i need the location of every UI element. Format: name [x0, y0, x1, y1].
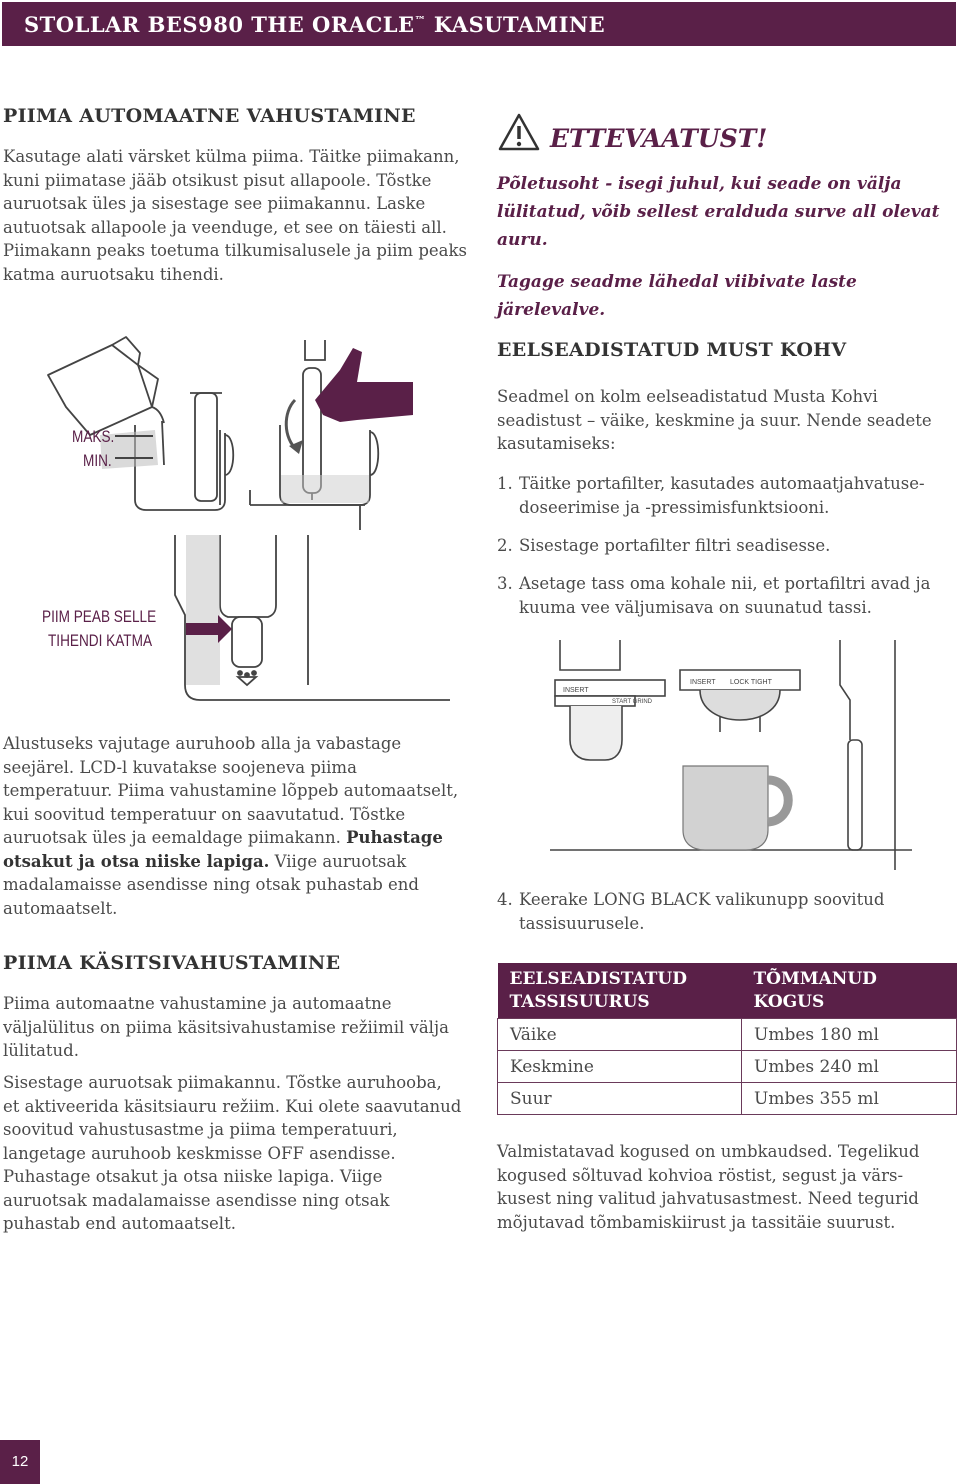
label-min: MIN. [83, 451, 112, 470]
warning-icon [497, 112, 541, 152]
warning-title: ETTEVAATUST! [550, 124, 768, 153]
manual-froth-p2: Sisestage auruotsak piimakannu. Tõstke auruhooba, et aktiveerida käsitsiauru režiim. Kui olete saavutanud soovitud vahustusastme ja piima temperatuuri, langetage auruhoob keskmisse OFF asendisse. Puhastage otsakut ja otsa niiske lapiga. Viige auruotsak madalamaisse asendisse ning otsak puhastab end automaatselt. [3, 1073, 462, 1233]
preset-black-intro: Seadmel on kolm eelseadistatud Musta Kohvi seadistust – väike, keskmine ja suur. Nende seadete kasutamiseks: [497, 387, 932, 453]
header-title: STOLLAR BES980 THE ORACLE™ KASUTAMINE [24, 12, 606, 37]
preset-black-outro: Valmistatavad kogused on umbkaudsed. Tegelikud kogused sõltuvad kohvioa röstist, segust ja värs-kusest ning valitud jahvatusastmest. Need tegurid mõjutavad tõmbamiskiirust ja tassitäie suurust. [497, 1142, 920, 1232]
machine-label-insert-2: INSERT [690, 679, 716, 686]
manual-froth-p1: Piima automaatne vahustamine ja automaatne väljalülitus on piima käsitsivahustamise režiimil välja lülitatud. [3, 994, 449, 1060]
milk-pour-illustration [40, 335, 240, 510]
table-header-size: EELSEADISTATUD TASSISUURUS [498, 963, 742, 1019]
table-header-amount: TÕMMANUD KOGUS [742, 963, 957, 1019]
max-line-marker [115, 434, 153, 464]
auto-froth-after: Alustuseks vajutage auruhoob alla ja vabastage seejärel. LCD-l kuvatakse soojeneva piima temperatuur. Piima vahustamine lõppeb automaatselt, kui soovitud temperatuur on saavutatud. Tõstke auruotsak üles ja eemaldage piimakann. Puhastage otsakut ja otsa niiske lapiga. Viige auruotsak madalamaisse asendisse ning otsak puhastab end automaatselt. [3, 734, 459, 918]
label-seal-line2: TIHENDI KATMA [48, 631, 153, 650]
steam-wand-hand-illustration [245, 330, 420, 530]
page-number: 12 [0, 1440, 40, 1484]
machine-cup-illustration [550, 640, 920, 870]
table-row: Keskmine Umbes 240 ml [498, 1051, 957, 1083]
auto-froth-intro: Kasutage alati värsket külma piima. Täitke piimakann, kuni piimatase jääb otsikust pisut allapoole. Tõstke auruotsak üles ja sisestage see piimakannu. Laske autuotsak allapoole ja veenduge, et see on täiesti all. Piimakann peaks toetuma tilkumisalusele ja piim peaks katma auruotsaku tihendi. [3, 147, 467, 284]
table-row: Väike Umbes 180 ml [498, 1019, 957, 1051]
machine-label-start: START GRIND [612, 699, 653, 705]
cup-size-table [497, 963, 957, 1115]
warning-p2: Tagage seadme lähedal viibivate laste järelevalve. [497, 272, 857, 320]
step-1: 1. Täitke portafilter, kasutades automaatjahvatuse-doseerimise ja -pressimisfunktsiooni. [497, 474, 925, 517]
auto-froth-heading: PIIMA AUTOMAATNE VAHUSTAMINE [3, 105, 416, 127]
warning-p1: Põletusoht - isegi juhul, kui seade on välja lülitatud, võib sellest eralduda surve all olevat auru. [497, 174, 940, 250]
machine-label-insert: INSERT [563, 687, 589, 694]
page-header [2, 2, 956, 46]
step-2: 2. Sisestage portafilter filtri seadisesse. [497, 536, 831, 555]
preset-black-heading: EELSEADISTATUD MUST KOHV [497, 339, 847, 361]
label-max: MAKS. [72, 427, 115, 446]
step-4: 4. Keerake LONG BLACK valikunupp soovitud tassisuurusele. [497, 890, 885, 933]
machine-label-lock: LOCK TIGHT [730, 679, 772, 686]
wand-seal-illustration [150, 535, 450, 715]
step-3: 3. Asetage tass oma kohale nii, et portafiltri avad ja kuuma vee väljumisava on suunatud tassi. [497, 574, 931, 617]
manual-froth-heading: PIIMA KÄSITSIVAHUSTAMINE [3, 952, 341, 974]
table-row: Suur Umbes 355 ml [498, 1083, 957, 1115]
label-seal-line1: PIIM PEAB SELLE [42, 607, 157, 626]
